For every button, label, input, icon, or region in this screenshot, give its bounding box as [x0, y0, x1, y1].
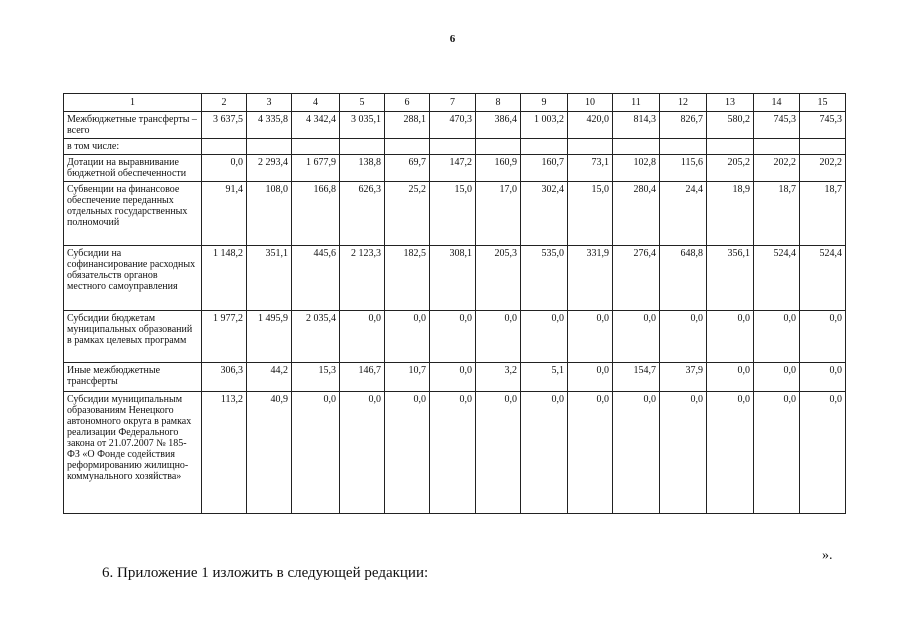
table-cell	[340, 139, 385, 155]
page-number: 6	[449, 33, 456, 45]
column-number-header: 8	[476, 94, 521, 112]
table-cell	[202, 139, 247, 155]
table-cell: 280,4	[613, 182, 660, 246]
table-cell: 18,7	[800, 182, 846, 246]
column-number-header: 10	[568, 94, 613, 112]
table-cell: 73,1	[568, 155, 613, 182]
table-cell: 420,0	[568, 112, 613, 139]
table-cell: 0,0	[385, 392, 430, 514]
table-row	[64, 139, 846, 155]
budget-transfers-table	[63, 93, 846, 514]
table-cell: 0,0	[754, 311, 800, 363]
row-label: в том числе:	[64, 139, 202, 155]
table-cell: 0,0	[568, 311, 613, 363]
table-cell: 288,1	[385, 112, 430, 139]
column-number-header: 14	[754, 94, 800, 112]
table-row	[64, 112, 846, 139]
table-cell: 1 677,9	[292, 155, 340, 182]
column-number-header: 12	[660, 94, 707, 112]
table-cell: 1 148,2	[202, 246, 247, 311]
table-row	[64, 311, 846, 363]
table-row	[64, 155, 846, 182]
table-cell: 2 293,4	[247, 155, 292, 182]
table-cell: 0,0	[385, 311, 430, 363]
table-cell: 386,4	[476, 112, 521, 139]
table-cell: 0,0	[568, 363, 613, 392]
table-cell: 0,0	[754, 363, 800, 392]
table-cell: 3 637,5	[202, 112, 247, 139]
table-cell: 1 003,2	[521, 112, 568, 139]
table-cell	[707, 139, 754, 155]
table-cell: 154,7	[613, 363, 660, 392]
table-cell: 182,5	[385, 246, 430, 311]
table-cell: 0,0	[430, 363, 476, 392]
table-cell: 160,7	[521, 155, 568, 182]
table-cell: 826,7	[660, 112, 707, 139]
table-cell: 202,2	[800, 155, 846, 182]
table-cell: 10,7	[385, 363, 430, 392]
table-cell: 15,3	[292, 363, 340, 392]
table-cell	[292, 139, 340, 155]
table-cell: 302,4	[521, 182, 568, 246]
column-number-header: 11	[613, 94, 660, 112]
table-cell: 24,4	[660, 182, 707, 246]
table-cell: 25,2	[385, 182, 430, 246]
row-label: Субсидии муниципальным образованиям Ненецкого автономного округа в рамках реализации Федерального закона от 21.07.2007 № 185-ФЗ «О Фонде содействия реформированию жилищно-коммунального хозяйства»	[64, 392, 202, 514]
table-cell: 535,0	[521, 246, 568, 311]
table-cell: 0,0	[800, 392, 846, 514]
table-cell: 2 035,4	[292, 311, 340, 363]
column-number-header: 5	[340, 94, 385, 112]
table-cell: 166,8	[292, 182, 340, 246]
table-cell: 0,0	[613, 311, 660, 363]
table-cell: 160,9	[476, 155, 521, 182]
table-cell: 2 123,3	[340, 246, 385, 311]
table-cell: 205,3	[476, 246, 521, 311]
table-cell: 0,0	[476, 392, 521, 514]
column-number-header: 4	[292, 94, 340, 112]
table-cell: 308,1	[430, 246, 476, 311]
table-cell: 745,3	[754, 112, 800, 139]
table-cell: 276,4	[613, 246, 660, 311]
table-cell: 3 035,1	[340, 112, 385, 139]
table-row	[64, 182, 846, 246]
table-cell	[385, 139, 430, 155]
table-cell: 205,2	[707, 155, 754, 182]
table-cell: 1 495,9	[247, 311, 292, 363]
table-cell	[613, 139, 660, 155]
table-cell: 0,0	[660, 392, 707, 514]
amendment-paragraph: 6. Приложение 1 изложить в следующей редакции:	[102, 565, 429, 581]
closing-quote: ».	[822, 548, 833, 563]
table-cell: 0,0	[613, 392, 660, 514]
table-cell: 0,0	[707, 363, 754, 392]
table-cell: 331,9	[568, 246, 613, 311]
table-cell: 524,4	[754, 246, 800, 311]
table-cell: 0,0	[568, 392, 613, 514]
table-cell: 0,0	[800, 311, 846, 363]
table-cell	[430, 139, 476, 155]
table-cell: 0,0	[707, 311, 754, 363]
table-cell: 0,0	[521, 392, 568, 514]
table-cell: 0,0	[340, 311, 385, 363]
column-number-header: 6	[385, 94, 430, 112]
table-cell: 0,0	[292, 392, 340, 514]
column-number-header: 9	[521, 94, 568, 112]
table-cell: 40,9	[247, 392, 292, 514]
column-number-header: 2	[202, 94, 247, 112]
table-cell	[247, 139, 292, 155]
table-cell: 356,1	[707, 246, 754, 311]
column-number-header: 7	[430, 94, 476, 112]
table-cell: 69,7	[385, 155, 430, 182]
table-cell: 5,1	[521, 363, 568, 392]
column-number-header: 15	[800, 94, 846, 112]
table-cell: 580,2	[707, 112, 754, 139]
table-cell: 745,3	[800, 112, 846, 139]
table-cell: 445,6	[292, 246, 340, 311]
table-cell: 147,2	[430, 155, 476, 182]
table-cell: 0,0	[430, 392, 476, 514]
table-cell: 18,9	[707, 182, 754, 246]
table-cell: 0,0	[800, 363, 846, 392]
table-cell: 4 335,8	[247, 112, 292, 139]
table-cell: 0,0	[476, 311, 521, 363]
table-cell	[521, 139, 568, 155]
table-cell: 138,8	[340, 155, 385, 182]
table-cell: 0,0	[707, 392, 754, 514]
table-cell: 470,3	[430, 112, 476, 139]
table-header-row	[64, 94, 846, 112]
table-cell: 146,7	[340, 363, 385, 392]
table-cell	[568, 139, 613, 155]
table-cell: 0,0	[430, 311, 476, 363]
table-cell: 102,8	[613, 155, 660, 182]
table-cell: 0,0	[340, 392, 385, 514]
table-cell	[660, 139, 707, 155]
table-cell	[800, 139, 846, 155]
table-cell: 814,3	[613, 112, 660, 139]
table-row	[64, 392, 846, 514]
column-number-header: 1	[64, 94, 202, 112]
table-cell: 1 977,2	[202, 311, 247, 363]
table-cell: 108,0	[247, 182, 292, 246]
row-label: Межбюджетные трансферты – всего	[64, 112, 202, 139]
table-cell: 44,2	[247, 363, 292, 392]
table-cell: 15,0	[568, 182, 613, 246]
table-cell	[476, 139, 521, 155]
table-cell: 37,9	[660, 363, 707, 392]
table-cell: 91,4	[202, 182, 247, 246]
table-cell: 202,2	[754, 155, 800, 182]
table-cell	[754, 139, 800, 155]
table-cell: 0,0	[754, 392, 800, 514]
table-cell: 113,2	[202, 392, 247, 514]
column-number-header: 13	[707, 94, 754, 112]
table-cell: 524,4	[800, 246, 846, 311]
table-cell: 17,0	[476, 182, 521, 246]
row-label: Дотации на выравнивание бюджетной обеспеченности	[64, 155, 202, 182]
table-cell: 15,0	[430, 182, 476, 246]
table-cell: 3,2	[476, 363, 521, 392]
table-row	[64, 246, 846, 311]
budget-transfers-table-container	[63, 93, 845, 514]
table-cell: 115,6	[660, 155, 707, 182]
column-number-header: 3	[247, 94, 292, 112]
table-cell: 4 342,4	[292, 112, 340, 139]
table-cell: 626,3	[340, 182, 385, 246]
row-label: Субсидии на софинансирование расходных обязательств органов местного самоуправления	[64, 246, 202, 311]
table-cell: 648,8	[660, 246, 707, 311]
table-row	[64, 363, 846, 392]
table-cell: 306,3	[202, 363, 247, 392]
table-cell: 0,0	[202, 155, 247, 182]
row-label: Иные межбюджетные трансферты	[64, 363, 202, 392]
table-cell: 0,0	[660, 311, 707, 363]
row-label: Субсидии бюджетам муниципальных образований в рамках целевых программ	[64, 311, 202, 363]
table-cell: 0,0	[521, 311, 568, 363]
table-cell: 18,7	[754, 182, 800, 246]
table-cell: 351,1	[247, 246, 292, 311]
row-label: Субвенции на финансовое обеспечение переданных отдельных государственных полномочий	[64, 182, 202, 246]
